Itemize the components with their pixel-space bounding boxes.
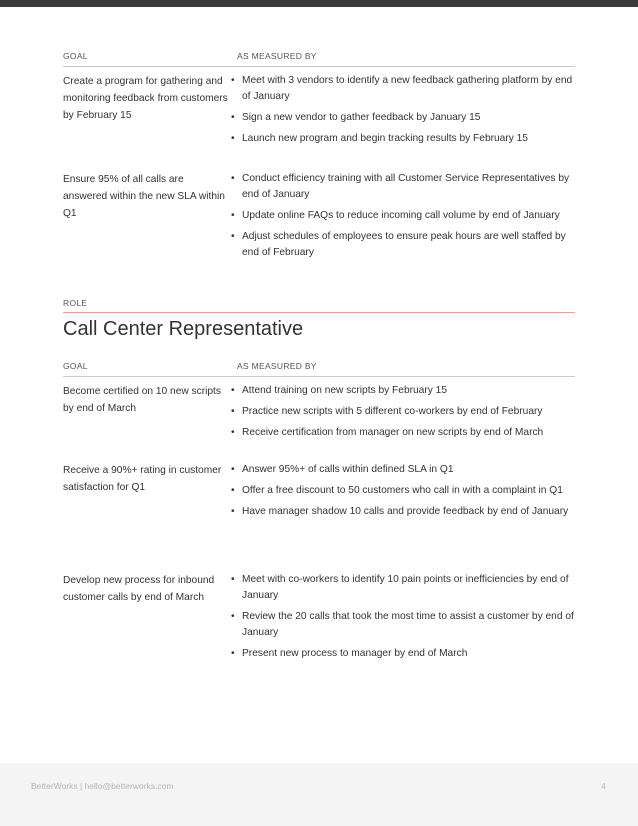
measure-list: [231, 171, 577, 266]
goal-header: GOAL: [63, 361, 88, 371]
role-divider: [63, 312, 575, 313]
measured-by-header: AS MEASURED BY: [237, 361, 317, 371]
page-footer: [0, 763, 638, 826]
measure-list: [231, 572, 577, 667]
header-divider: [63, 66, 575, 67]
measure-list: [231, 383, 577, 446]
top-bar: [0, 0, 638, 7]
measure-item: • Meet with co-workers to identify 10 pain points or inefficiencies by end of January: [231, 574, 569, 601]
measure-item: • Attend training on new scripts by February 15: [231, 385, 447, 396]
measure-item: • Adjust schedules of employees to ensure peak hours are well staffed by end of February: [231, 231, 566, 258]
measure-list: [231, 73, 577, 152]
goal-text: Ensure 95% of all calls are answered within the new SLA within Q1: [63, 174, 225, 219]
header-divider: [63, 376, 575, 377]
measure-item: • Launch new program and begin tracking results by February 15: [231, 133, 528, 144]
table-header: [63, 361, 575, 375]
measure-item: • Answer 95%+ of calls within defined SLA in Q1: [231, 464, 454, 475]
measure-item: • Practice new scripts with 5 different co-workers by end of February: [231, 406, 543, 417]
footer-contact: BetterWorks | hello@betterworks.com: [31, 781, 174, 791]
measure-item: • Conduct efficiency training with all Customer Service Representatives by end of January: [231, 173, 570, 200]
measure-item: • Update online FAQs to reduce incoming call volume by end of January: [231, 210, 560, 221]
goal-text: Develop new process for inbound customer calls by end of March: [63, 575, 215, 603]
role-label: ROLE: [63, 298, 88, 308]
role-title: Call Center Representative: [63, 318, 304, 340]
measure-item: • Meet with 3 vendors to identify a new feedback gathering platform by end of January: [231, 75, 573, 102]
goal-header: GOAL: [63, 51, 88, 61]
goals-table-2: [63, 361, 575, 659]
goal-text: Create a program for gathering and monitoring feedback from customers by February 15: [63, 76, 228, 121]
goals-table-1: [63, 51, 575, 258]
measure-item: • Sign a new vendor to gather feedback by January 15: [231, 112, 481, 123]
goal-text: Receive a 90%+ rating in customer satisfaction for Q1: [63, 465, 222, 493]
goal-text: Become certified on 10 new scripts by end of March: [63, 386, 221, 414]
measure-item: • Present new process to manager by end of March: [231, 648, 468, 659]
measure-item: • Offer a free discount to 50 customers who call in with a complaint in Q1: [231, 485, 563, 496]
measure-item: • Receive certification from manager on new scripts by end of March: [231, 427, 544, 438]
page-number: 4: [601, 781, 606, 791]
measured-by-header: AS MEASURED BY: [237, 51, 317, 61]
table-header: [63, 51, 575, 65]
measure-item: • Have manager shadow 10 calls and provide feedback by end of January: [231, 506, 569, 517]
measure-item: • Review the 20 calls that took the most time to assist a customer by end of January: [231, 611, 574, 638]
measure-list: [231, 462, 577, 525]
